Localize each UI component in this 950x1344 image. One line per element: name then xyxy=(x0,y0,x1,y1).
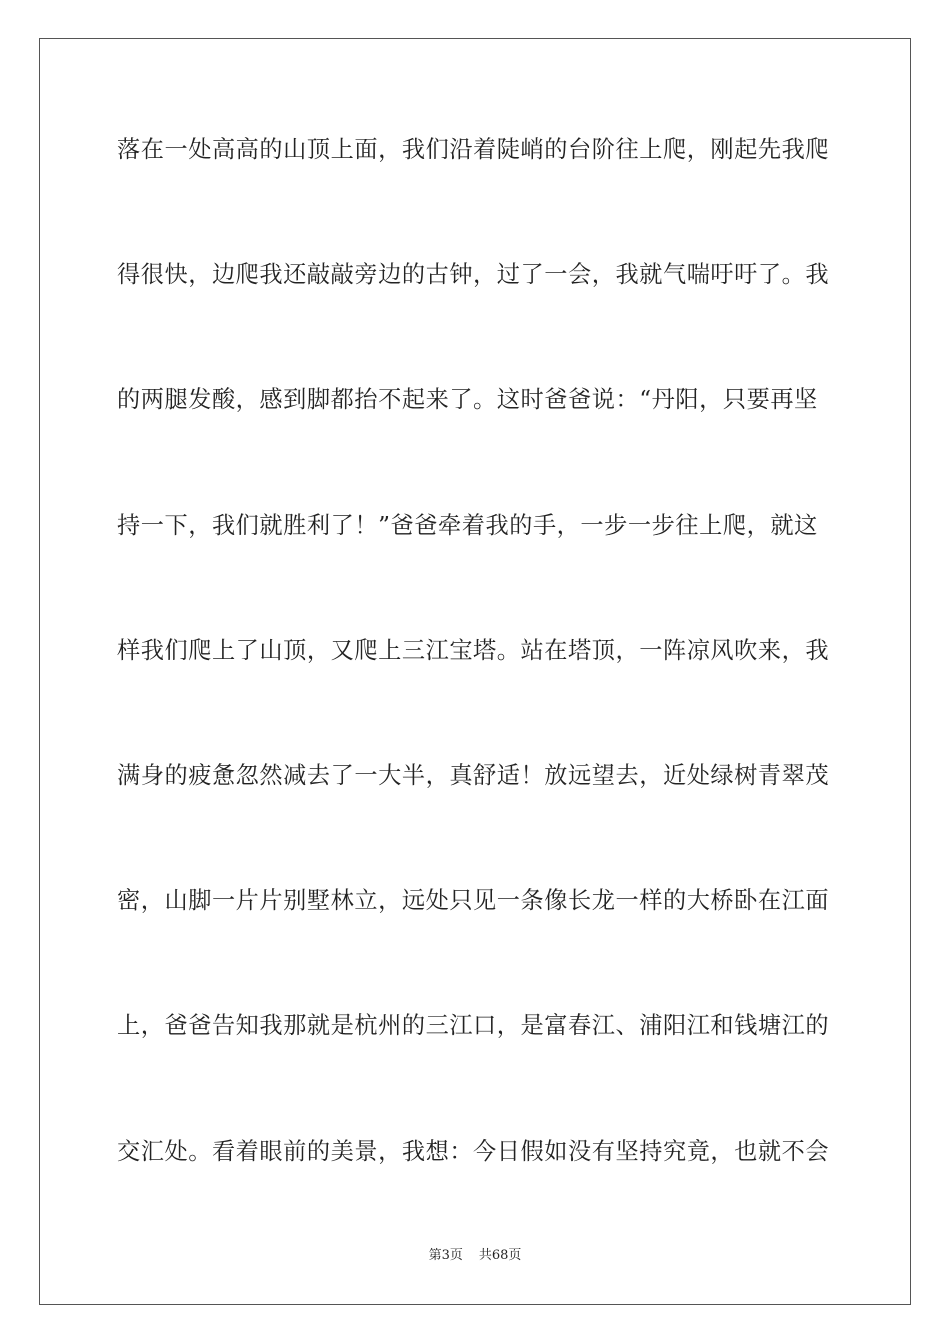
document-body xyxy=(117,132,833,1259)
text-line: 样我们爬上了山顶，又爬上三江宝塔。站在塔顶，一阵凉风吹来，我 xyxy=(117,636,830,664)
text-line: 得很快，边爬我还敲敲旁边的古钟，过了一会，我就气喘吁吁了。我 xyxy=(117,261,830,289)
text-line: 满身的疲惫忽然减去了一大半，真舒适！放远望去，近处绿树青翠茂 xyxy=(117,761,830,789)
page-footer xyxy=(0,1246,950,1266)
text-line: 密，山脚一片片别墅林立，远处只见一条像长龙一样的大桥卧在江面 xyxy=(117,887,830,915)
text-line: 持一下，我们就胜利了！”爸爸牵着我的手，一步一步往上爬，就这 xyxy=(117,511,818,539)
page-total: 共68页 xyxy=(478,1248,522,1263)
text-line: 落在一处高高的山顶上面，我们沿着陡峭的台阶往上爬，刚起先我爬 xyxy=(117,136,830,163)
text-line: 的两腿发酸，感到脚都抬不起来了。这时爸爸说：“丹阳，只要再坚 xyxy=(117,386,818,414)
text-line: 上，爸爸告知我那就是杭州的三江口，是富春江、浦阳江和钱塘江的 xyxy=(117,1012,830,1040)
text-line: 交汇处。看着眼前的美景，我想：今日假如没有坚持究竟，也就不会 xyxy=(117,1137,830,1165)
page-number: 第3页 xyxy=(428,1248,463,1263)
